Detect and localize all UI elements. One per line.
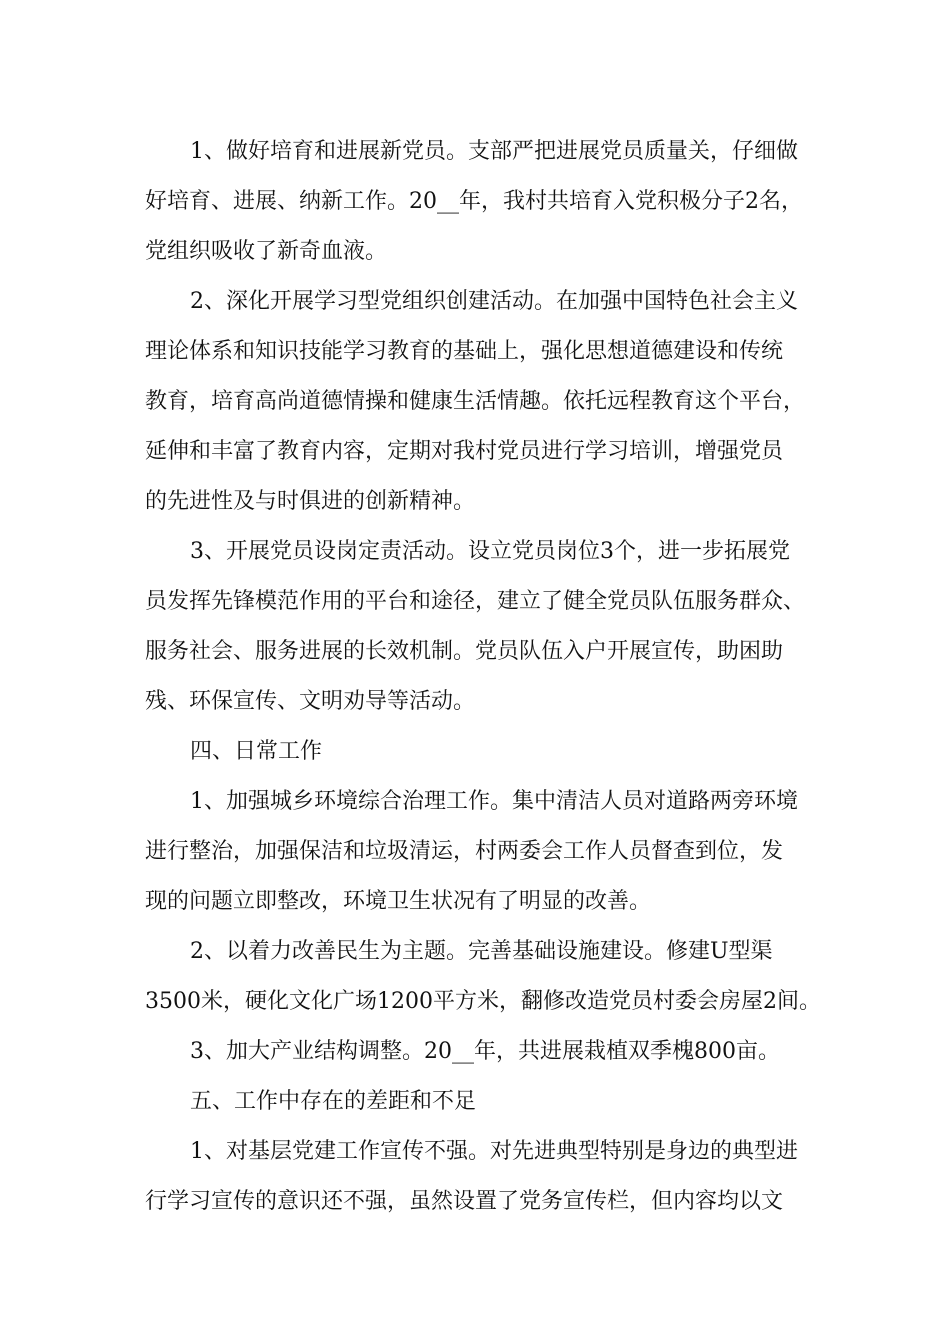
text-line: 理论体系和知识技能学习教育的基础上，强化思想道德建设和传统	[145, 339, 784, 364]
text-line: 现的问题立即整改，环境卫生状况有了明显的改善。	[145, 889, 652, 914]
text-line: 1、做好培育和进展新党员。支部严把进展党员质量关，仔细做	[190, 139, 798, 164]
text-line: 1、对基层党建工作宣传不强。对先进典型特别是身边的典型进	[190, 1139, 798, 1164]
text-line: 员发挥先锋模范作用的平台和途径，建立了健全党员队伍服务群众、	[145, 589, 806, 614]
text-line: 2、深化开展学习型党组织创建活动。在加强中国特色社会主义	[190, 289, 798, 314]
text-line: 延伸和丰富了教育内容，定期对我村党员进行学习培训，增强党员	[145, 439, 784, 464]
text-line: 教育，培育高尚道德情操和健康生活情趣。依托远程教育这个平台，	[145, 389, 806, 414]
text-line: 3、加大产业结构调整。20__年，共进展栽植双季槐800亩。	[190, 1039, 780, 1064]
text-line: 残、环保宣传、文明劝导等活动。	[145, 689, 476, 714]
text-line: 行学习宣传的意识还不强，虽然设置了党务宣传栏，但内容均以文	[145, 1189, 784, 1214]
text-line: 1、加强城乡环境综合治理工作。集中清洁人员对道路两旁环境	[190, 789, 798, 814]
text-line: 党组织吸收了新奇血液。	[145, 239, 388, 264]
section-heading: 五、工作中存在的差距和不足	[190, 1089, 477, 1114]
text-line: 服务社会、服务进展的长效机制。党员队伍入户开展宣传，助困助	[145, 639, 784, 664]
text-line: 的先进性及与时俱进的创新精神。	[145, 489, 476, 514]
text-line: 进行整治，加强保洁和垃圾清运，村两委会工作人员督查到位，发	[145, 839, 784, 864]
text-line: 2、以着力改善民生为主题。完善基础设施建设。修建U型渠	[190, 939, 773, 964]
text-line: 好培育、进展、纳新工作。20__年，我村共培育入党积极分子2名，	[145, 189, 803, 214]
text-line: 3、开展党员设岗定责活动。设立党员岗位3个，进一步拓展党	[190, 539, 790, 564]
text-line: 3500米，硬化文化广场1200平方米，翻修改造党员村委会房屋2间。	[145, 989, 821, 1014]
section-heading: 四、日常工作	[190, 739, 323, 764]
